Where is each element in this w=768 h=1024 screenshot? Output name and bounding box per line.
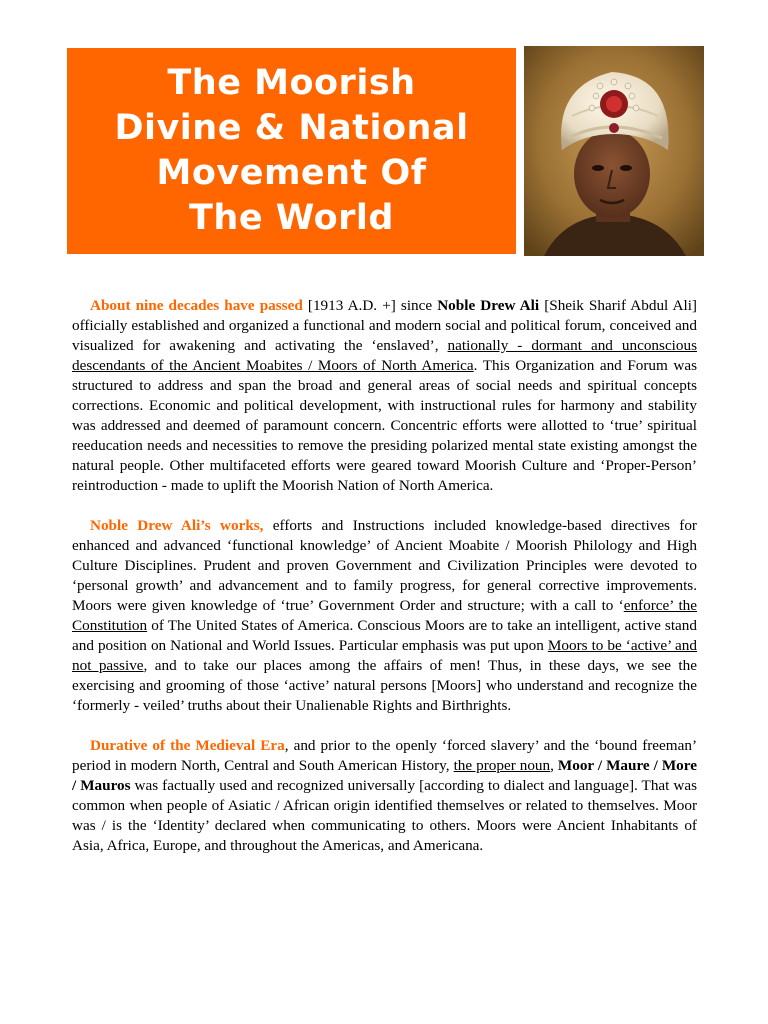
text-run: , and prior to the openly ‘forced slavery’ and the ‘bound freeman’ period in modern North, Central and South American History, (72, 737, 697, 774)
article-body (72, 296, 697, 876)
text-run: . This Organization and Forum was structured to address and span the broad and general areas of social needs and spiritual concepts corrections. Economic and political development, with instructional rules for harmony and stability was addressed and deemed of paramount concern. Concentric efforts were allotted to ‘true’ spiritual reeducation needs and necessities to remove the presiding polarized mental state existing amongst the natural people. Other multifaceted efforts were geared toward Moorish Culture and ‘Proper-Person’ reintroduction - made to uplift the Moorish Nation of North America. (72, 357, 697, 494)
underlined-text: the proper noun (453, 757, 551, 774)
underlined-text: enforce’ the Constitution (72, 597, 697, 634)
paragraph (72, 516, 697, 716)
text-run: efforts and Instructions included knowledge-based directives for enhanced and advanced ‘functional knowledge’ of Ancient Moabite / Moorish Philology and High Culture Disciplines. Prudent and proven Government and Civilization Principles were devoted to ‘personal growth’ and advancement and to family progress, for general corrective improvements. Moors were given knowledge of ‘true’ Government Order and structure; with a call to ‘ (72, 517, 697, 614)
paragraph (72, 296, 697, 496)
title-banner (67, 48, 516, 254)
text-run: , and to take our places among the affairs of men! Thus, in these days, we see the exercising and grooming of those ‘active’ natural persons [Moors] who understand and recognize the ‘formerly - veiled’ truths about their Unalienable Rights and Birthrights. (72, 657, 697, 714)
bold-text: Moor / Maure / More / Mauros (72, 757, 697, 794)
bold-text: Noble Drew Ali (437, 297, 540, 314)
page-title (114, 61, 468, 241)
paragraph (72, 736, 697, 856)
text-run: [Sheik Sharif Abdul Ali] officially established and organized a functional and modern social and political forum, conceived and visualized for awakening and activating the ‘enslaved’, (72, 297, 697, 354)
portrait-illustration (524, 46, 704, 256)
title-line: Movement Of (156, 153, 427, 193)
paragraph-lead: About nine decades have passed (90, 297, 303, 314)
text-run: was factually used and recognized universally [according to dialect and language]. That was common when people of Asiatic / African origin identified themselves or related to themselves. Moor was / is the ‘Identity’ declared when communicating to others. Moors were Ancient Inhabitants of Asia, Africa, Europe, and throughout the Americas, and Americana. (72, 777, 697, 854)
title-line: Divine & National (114, 108, 469, 148)
title-line: The Moorish (167, 63, 416, 103)
paragraph-lead: Noble Drew Ali’s works, (90, 517, 264, 534)
underlined-text: Moors to be ‘active’ and not passive (72, 637, 697, 674)
portrait-image (524, 46, 704, 256)
paragraph-lead: Durative of the Medieval Era (90, 737, 285, 754)
text-run: [1913 A.D. +] since (302, 297, 438, 314)
text-run: , (550, 757, 558, 774)
underlined-text: nationally - dormant and unconscious descendants of the Ancient Moabites / Moors of North America (72, 337, 697, 374)
title-line: The World (189, 198, 394, 238)
text-run: of The United States of America. Conscious Moors are to take an intelligent, active stand and position on National and World Issues. Particular emphasis was put upon (72, 617, 697, 654)
